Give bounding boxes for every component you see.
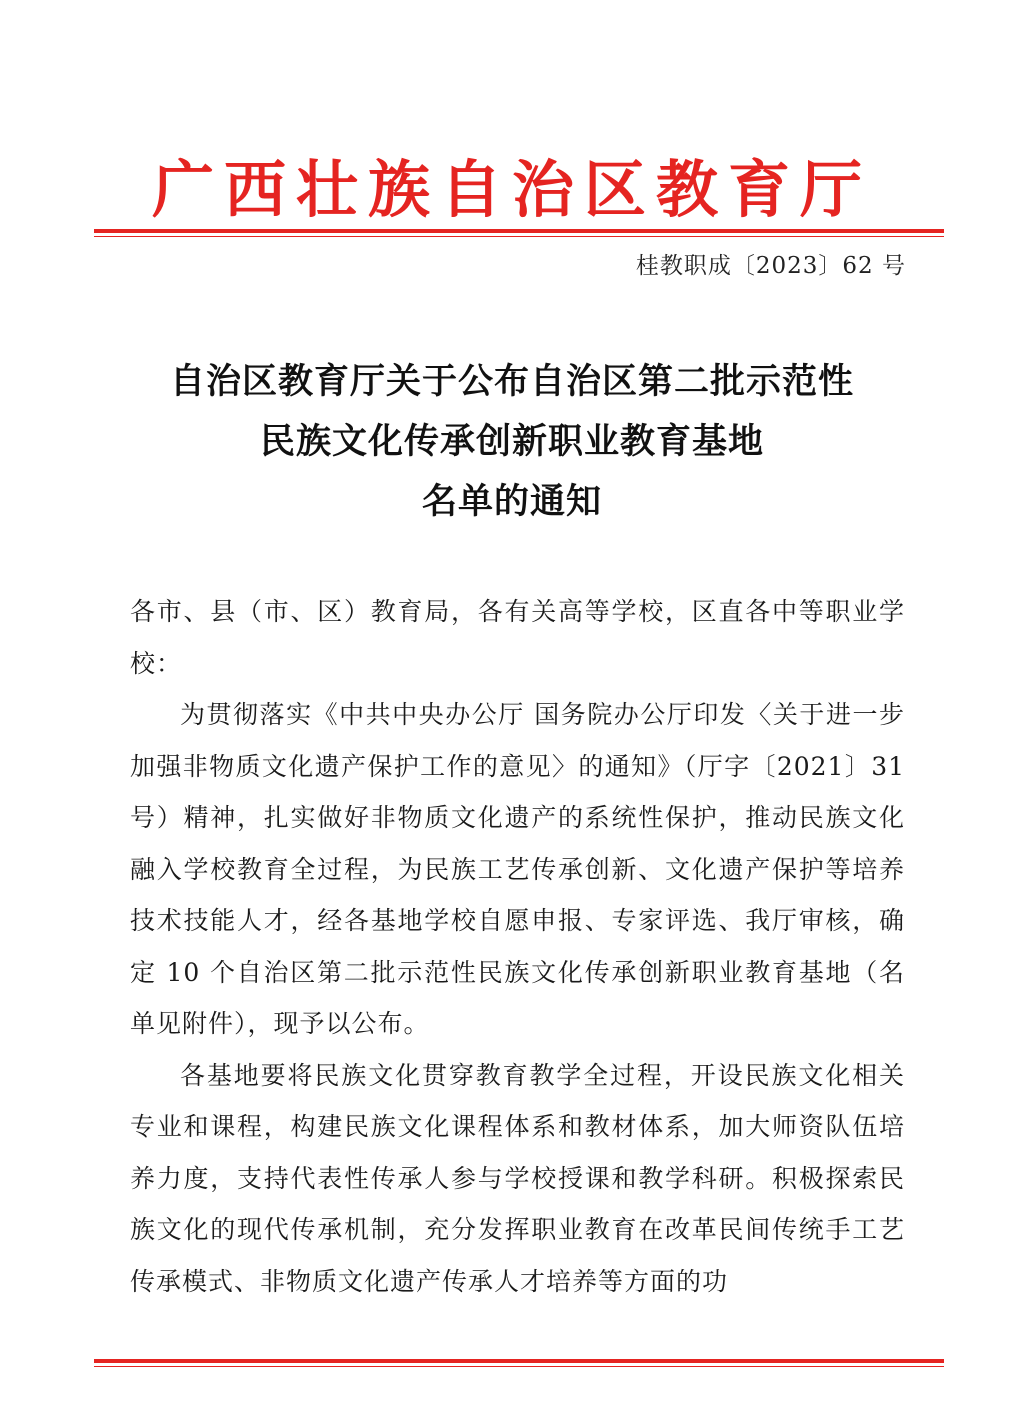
header-divider-thin	[94, 236, 944, 237]
footer-divider-thin	[94, 1366, 944, 1367]
footer-divider-thick	[94, 1359, 944, 1363]
notice-title-line: 自治区教育厅关于公布自治区第二批示范性	[169, 361, 854, 402]
header-divider-thick	[94, 229, 944, 233]
notice-title	[0, 352, 1024, 532]
notice-body	[130, 586, 905, 1307]
agency-name-header: 广西壮族自治区教育厅	[151, 153, 872, 226]
notice-title-line: 民族文化传承创新职业教育基地	[259, 421, 764, 462]
salutation: 各市、县（市、区）教育局，各有关高等学校，区直各中等职业学校：	[130, 597, 905, 678]
document-number: 桂教职成〔2023〕62 号	[635, 253, 906, 279]
notice-title-line: 名单的通知	[421, 481, 602, 522]
body-paragraph: 为贯彻落实《中共中央办公厅 国务院办公厅印发〈关于进一步加强非物质文化遗产保护工作的意见〉的通知》（厅字〔2021〕31 号）精神，扎实做好非物质文化遗产的系统性保护，推动民族文化融入学校教育全过程，为民族工艺传承创新、文化遗产保护等培养技术技能人才，经各基地学校自愿申报、专家评选、我厅审核，确定 10 个自治区第二批示范性民族文化传承创新职业教育基地（名单见附件），现予以公布。	[130, 700, 905, 1038]
body-paragraph: 各基地要将民族文化贯穿教育教学全过程，开设民族文化相关专业和课程，构建民族文化课程体系和教材体系，加大师资队伍培养力度，支持代表性传承人参与学校授课和教学科研。积极探索民族文化的现代传承机制，充分发挥职业教育在改革民间传统手工艺传承模式、非物质文化遗产传承人才培养等方面的功	[130, 1060, 905, 1296]
